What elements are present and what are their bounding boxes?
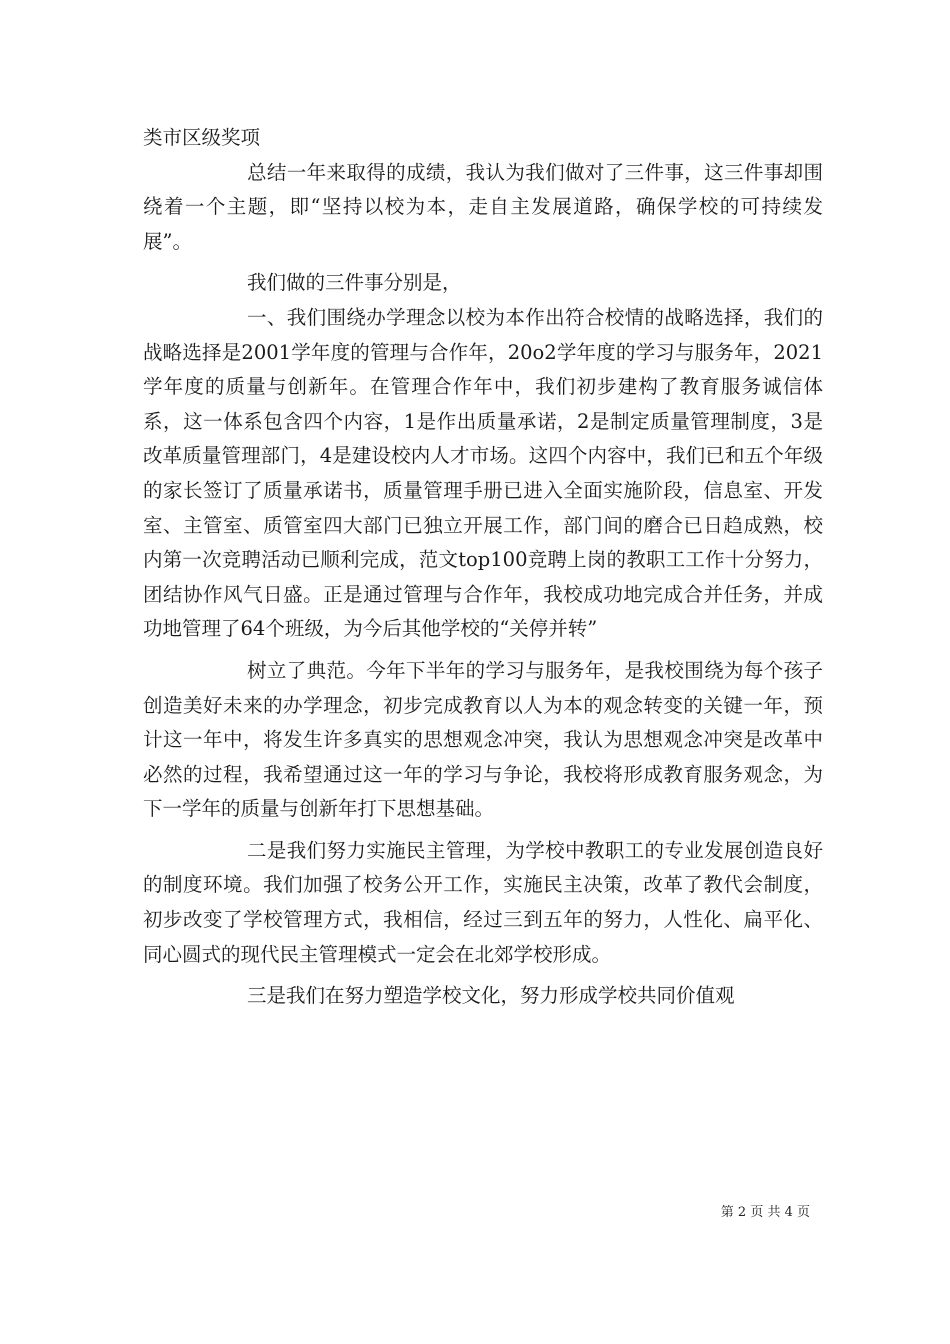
paragraph-learning-service-year: 树立了典范。今年下半年的学习与服务年，是我校围绕为每个孩子创造美好未来的办学理念，初步完成教育以人为本的观念转变的关键一年，预计这一年中，将发生许多真实的思想观念冲突，我认为思想观念冲突是改革中必然的过程，我希望通过这一年的学习与争论，我校将形成教育服务观念，为下一学年的质量与创新年打下思想基础。 bbox=[143, 658, 823, 821]
paragraph-summary: 总结一年来取得的成绩，我认为我们做对了三件事，这三件事却围绕着一个主题，即“坚持以校为本，走自主发展道路，确保学校的可持续发展”。 bbox=[143, 160, 823, 253]
paragraph-democratic-management: 二是我们努力实施民主管理，为学校中教职工的专业发展创造良好的制度环境。我们加强了校务公开工作，实施民主决策，改革了教代会制度，初步改变了学校管理方式，我相信，经过三到五年的努力，人性化、扁平化、同心圆式的现代民主管理模式一定会在北郊学校形成。 bbox=[143, 838, 823, 966]
paragraph-strategy-choice: 一、我们围绕办学理念以校为本作出符合校情的战略选择，我们的战略选择是2001学年度的管理与合作年，20o2学年度的学习与服务年，2021学年度的质量与创新年。在管理合作年中，我们初步建构了教育服务诚信体系，这一体系包含四个内容，1是作出质量承诺，2是制定质量管理制度，3是改革质量管理部门，4是建设校内人才市场。这四个内容中，我们已和五个年级的家长签订了质量承诺书，质量管理手册已进入全面实施阶段，信息室、开发室、主管室、质管室四大部门已独立开展工作，部门间的磨合已日趋成熟，校内第一次竞聘活动已顺利完成，范文top100竞聘上岗的教职工工作十分努力，团结协作风气日盛。正是通过管理与合作年，我校成功地完成合并任务，并成功地管理了64个班级，为今后其他学校的“关停并转” bbox=[143, 305, 823, 641]
page-number-footer: 第 2 页 共 4 页 bbox=[720, 1205, 810, 1220]
paragraph-three-things-intro: 我们做的三件事分别是， bbox=[247, 271, 462, 295]
document-body bbox=[143, 121, 823, 1014]
paragraph-award-fragment: 类市区级奖项 bbox=[143, 126, 261, 149]
paragraph-school-culture: 三是我们在努力塑造学校文化，努力形成学校共同价值观 bbox=[247, 984, 735, 1008]
